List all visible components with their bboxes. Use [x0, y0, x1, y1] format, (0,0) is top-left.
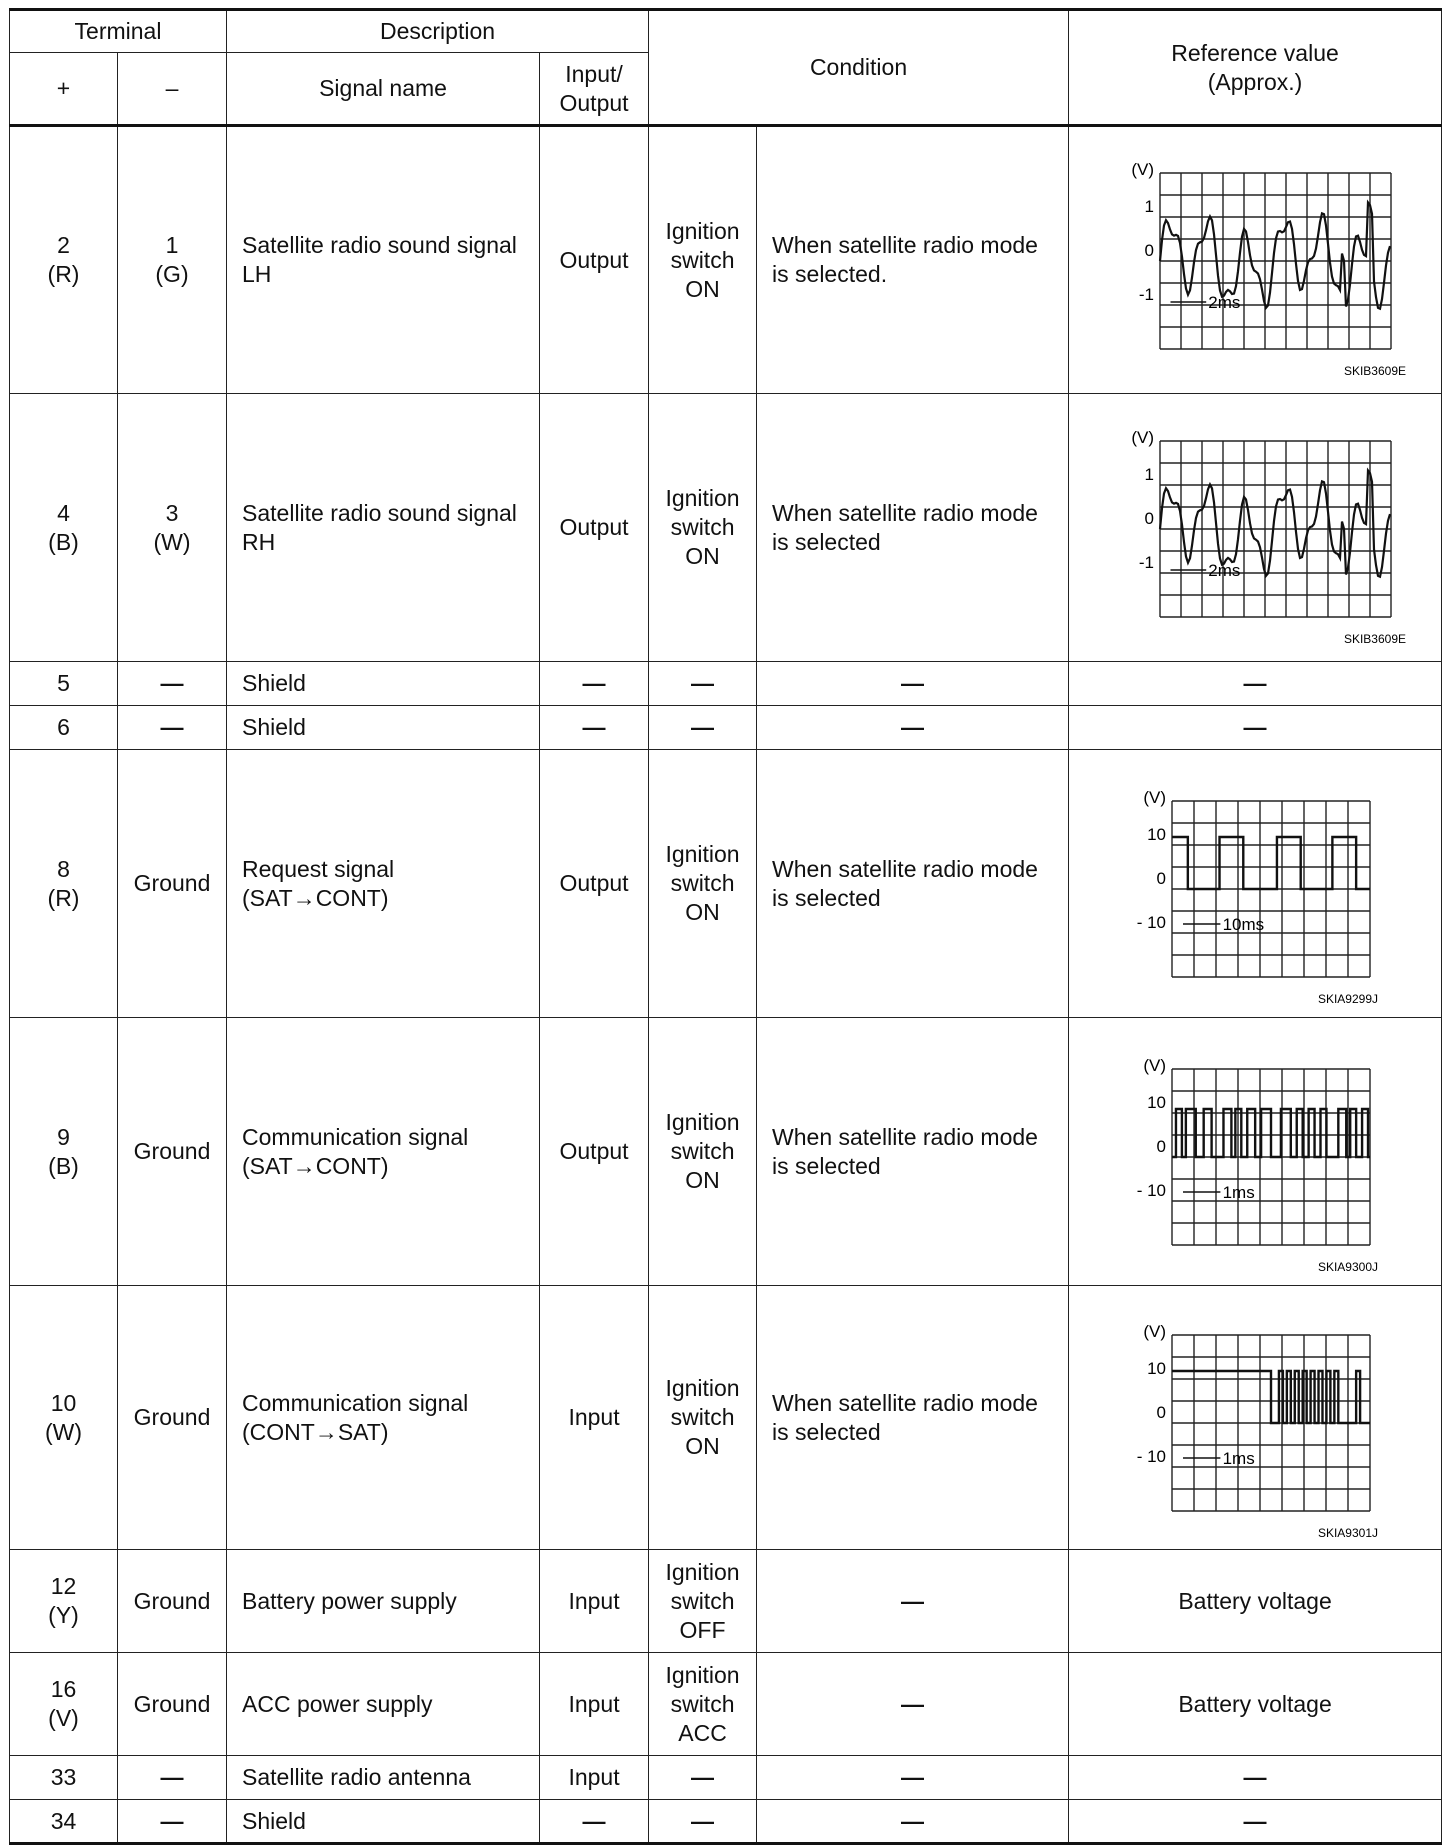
- table-row: [10, 1800, 1442, 1844]
- signal-name-line: Request signal: [242, 855, 395, 882]
- reference-waveform: [1069, 1018, 1442, 1286]
- minus-terminal-line: Ground: [133, 1404, 211, 1430]
- plus-terminal-line: (R): [47, 261, 80, 287]
- signal-trace: [1172, 1109, 1370, 1157]
- table-row: [10, 706, 1442, 750]
- figure-code: SKIA9301J: [1317, 1525, 1379, 1540]
- terminal-reference-table: [9, 8, 1442, 1845]
- plus-terminal-line: (B): [48, 1152, 79, 1179]
- y-axis-label: - 10: [1136, 912, 1167, 932]
- y-axis-label: 10: [1147, 1092, 1167, 1112]
- reference-value-line: Battery voltage: [1178, 1587, 1332, 1614]
- condition-text-line: is selected.: [772, 261, 888, 287]
- minus-terminal-line: (G): [155, 261, 189, 287]
- y-axis-label: (V): [1143, 1321, 1167, 1341]
- condition-text-line: When satellite radio mode: [772, 232, 1038, 258]
- ignition-state-line: switch: [670, 1404, 735, 1430]
- minus-terminal-line: Ground: [133, 1690, 211, 1717]
- io-header: Input/ Output: [540, 53, 649, 126]
- plus-terminal-line: 5: [57, 670, 70, 696]
- table-row: [10, 1550, 1442, 1653]
- condition-text-line: —: [901, 714, 925, 740]
- signal-name-line: LH: [242, 261, 272, 287]
- minus-terminal-line: —: [160, 1764, 184, 1790]
- y-axis-label: (V): [1131, 427, 1155, 447]
- signal-name-line: Shield: [242, 714, 306, 740]
- condition-text-line: is selected: [772, 528, 881, 555]
- ignition-state-line: switch: [670, 870, 735, 896]
- reference-waveform: [1069, 750, 1442, 1018]
- minus-terminal-line: —: [160, 714, 184, 740]
- plus-terminal-line: 12: [50, 1573, 77, 1599]
- ignition-state-line: ACC: [678, 1719, 727, 1746]
- minus-terminal-line: Ground: [133, 1138, 211, 1164]
- reference-value-line: Battery voltage: [1178, 1690, 1332, 1717]
- ignition-state-line: ON: [685, 1167, 720, 1193]
- io-type-line: Input: [568, 1404, 620, 1430]
- ignition-state-line: Ignition: [665, 841, 740, 867]
- figure-code: SKIB3609E: [1343, 364, 1407, 378]
- reference-value-line: —: [1243, 670, 1267, 696]
- io-type-line: Input: [568, 1690, 620, 1717]
- reference-waveform: [1069, 1286, 1442, 1550]
- ignition-state-line: switch: [670, 1138, 735, 1164]
- ignition-state-line: —: [691, 714, 715, 740]
- minus-terminal-line: 3: [165, 499, 179, 526]
- figure-code: SKIA9300J: [1317, 1259, 1379, 1274]
- waveform-chart: [1085, 1313, 1425, 1540]
- ignition-state-line: —: [691, 1764, 715, 1790]
- y-axis-label: (V): [1131, 160, 1155, 179]
- plus-terminal-line: (V): [48, 1705, 79, 1731]
- condition-text-line: —: [901, 1807, 925, 1834]
- minus-terminal-line: —: [160, 1807, 184, 1834]
- y-axis-label: 0: [1144, 508, 1155, 528]
- table-row: [10, 1018, 1442, 1286]
- signal-name-line: Communication signal: [242, 1123, 469, 1150]
- io-type-line: Input: [568, 1764, 620, 1790]
- signal-name-line: Satellite radio antenna: [242, 1764, 471, 1790]
- y-axis-label: 1: [1144, 197, 1155, 216]
- condition-text-line: When satellite radio mode: [772, 1389, 1038, 1416]
- y-axis-label: 0: [1144, 241, 1155, 260]
- time-scale-label: 10ms: [1222, 914, 1265, 934]
- description-header: Description: [227, 10, 649, 53]
- y-axis-label: 10: [1147, 1358, 1167, 1378]
- plus-terminal-line: (W): [44, 1418, 83, 1445]
- signal-name-line: ACC power supply: [242, 1690, 433, 1717]
- signal-name-line: (SAT→CONT): [242, 884, 389, 911]
- minus-terminal-line: 1: [165, 232, 179, 258]
- condition-text-line: When satellite radio mode: [772, 1123, 1038, 1150]
- ignition-state-line: Ignition: [665, 1661, 740, 1688]
- signal-name-line: RH: [242, 528, 276, 555]
- ignition-state-line: ON: [685, 899, 720, 925]
- signal-trace: [1160, 470, 1390, 576]
- plus-terminal-line: 34: [50, 1807, 77, 1834]
- figure-code: SKIA9299J: [1317, 991, 1379, 1006]
- signal-name-line: Shield: [242, 1807, 306, 1834]
- ignition-state-line: Ignition: [665, 1109, 740, 1135]
- plus-terminal-line: 10: [50, 1389, 77, 1416]
- ignition-state-line: ON: [685, 275, 720, 302]
- signal-name-line: Battery power supply: [242, 1587, 457, 1614]
- condition-text-line: When satellite radio mode: [772, 499, 1038, 526]
- waveform-chart: [1085, 1047, 1425, 1274]
- table-row: [10, 750, 1442, 1018]
- ignition-state-line: switch: [670, 514, 735, 540]
- y-axis-label: 0: [1156, 868, 1167, 888]
- table-row: [10, 126, 1442, 394]
- reference-value-line: —: [1243, 1807, 1267, 1834]
- plus-terminal-line: (Y): [48, 1602, 79, 1628]
- ignition-state-line: Ignition: [665, 1558, 740, 1585]
- plus-terminal-line: 4: [57, 499, 70, 526]
- waveform-chart: [1085, 155, 1425, 378]
- minus-terminal-line: (W): [153, 528, 191, 555]
- y-axis-label: 0: [1156, 1402, 1167, 1422]
- io-type-line: —: [582, 670, 606, 696]
- y-axis-label: - 10: [1136, 1180, 1167, 1200]
- table-row: [10, 1756, 1442, 1800]
- y-axis-label: (V): [1143, 1055, 1167, 1075]
- signal-name-line: Satellite radio sound signal: [242, 499, 517, 526]
- waveform-chart: [1085, 779, 1425, 1006]
- y-axis-label: (V): [1143, 787, 1167, 807]
- ignition-state-line: —: [691, 670, 715, 696]
- plus-terminal-line: (R): [47, 884, 80, 911]
- ignition-state-line: Ignition: [665, 485, 740, 511]
- io-type-line: Output: [559, 870, 629, 896]
- table-row: [10, 394, 1442, 662]
- time-scale-label: 2ms: [1208, 293, 1241, 312]
- condition-text-line: is selected: [772, 1418, 881, 1445]
- ignition-state-line: OFF: [679, 1616, 726, 1643]
- table-row: [10, 1286, 1442, 1550]
- io-type-line: —: [582, 1807, 606, 1834]
- ignition-state-line: ON: [685, 543, 720, 569]
- ignition-state-line: —: [691, 1807, 715, 1834]
- io-type-line: Output: [559, 1138, 629, 1164]
- ignition-state-line: switch: [670, 246, 735, 273]
- time-scale-label: 1ms: [1222, 1182, 1255, 1202]
- ignition-state-line: ON: [685, 1433, 720, 1459]
- io-type-line: Output: [559, 514, 629, 540]
- plus-terminal-line: (B): [48, 528, 79, 555]
- minus-terminal-line: —: [160, 670, 184, 696]
- table-row: [10, 662, 1442, 706]
- waveform-chart: [1085, 423, 1425, 646]
- minus-header: –: [118, 53, 227, 126]
- signal-name-header: Signal name: [227, 53, 540, 126]
- ignition-state-line: Ignition: [665, 1375, 740, 1401]
- terminal-header: Terminal: [10, 10, 227, 53]
- y-axis-label: 1: [1144, 464, 1155, 484]
- reference-waveform: [1069, 394, 1442, 662]
- y-axis-label: 10: [1147, 824, 1167, 844]
- ignition-state-line: switch: [670, 1587, 735, 1614]
- table-row: [10, 1653, 1442, 1756]
- reference-value-line: —: [1243, 1764, 1267, 1790]
- io-type-line: Output: [559, 246, 629, 273]
- plus-terminal-line: 16: [50, 1676, 77, 1702]
- signal-name-line: Communication signal: [242, 1389, 469, 1416]
- condition-text-line: is selected: [772, 884, 881, 911]
- condition-text-line: —: [901, 1587, 925, 1614]
- condition-text-line: is selected: [772, 1152, 881, 1179]
- ignition-state-line: switch: [670, 1690, 735, 1717]
- time-scale-label: 2ms: [1208, 560, 1241, 580]
- signal-name-line: (SAT→CONT): [242, 1152, 389, 1179]
- y-axis-label: -1: [1138, 285, 1155, 304]
- plus-terminal-line: 6: [57, 714, 70, 740]
- minus-terminal-line: Ground: [133, 1587, 211, 1614]
- y-axis-label: -1: [1138, 552, 1155, 572]
- io-type-line: —: [582, 714, 606, 740]
- plus-terminal-line: 33: [50, 1764, 77, 1790]
- condition-text-line: —: [901, 670, 925, 696]
- time-scale-label: 1ms: [1222, 1448, 1255, 1468]
- ignition-state-line: Ignition: [665, 217, 740, 244]
- io-type-line: Input: [568, 1587, 620, 1614]
- plus-header: +: [10, 53, 118, 126]
- minus-terminal-line: Ground: [133, 870, 211, 896]
- condition-header: Condition: [649, 10, 1069, 126]
- signal-trace: [1160, 203, 1390, 309]
- plus-terminal-line: 8: [57, 855, 70, 882]
- reference-value-header: Reference value (Approx.): [1069, 10, 1442, 126]
- signal-name-line: (CONT→SAT): [242, 1418, 389, 1445]
- figure-code: SKIB3609E: [1343, 631, 1407, 646]
- condition-text-line: —: [901, 1764, 925, 1790]
- y-axis-label: 0: [1156, 1136, 1167, 1156]
- plus-terminal-line: 9: [57, 1123, 70, 1150]
- signal-name-line: Shield: [242, 670, 306, 696]
- reference-waveform: [1069, 126, 1442, 394]
- condition-text-line: —: [901, 1690, 925, 1717]
- condition-text-line: When satellite radio mode: [772, 855, 1038, 882]
- reference-value-line: —: [1243, 714, 1267, 740]
- plus-terminal-line: 2: [57, 232, 70, 258]
- signal-name-line: Satellite radio sound signal: [242, 232, 517, 258]
- y-axis-label: - 10: [1136, 1446, 1167, 1466]
